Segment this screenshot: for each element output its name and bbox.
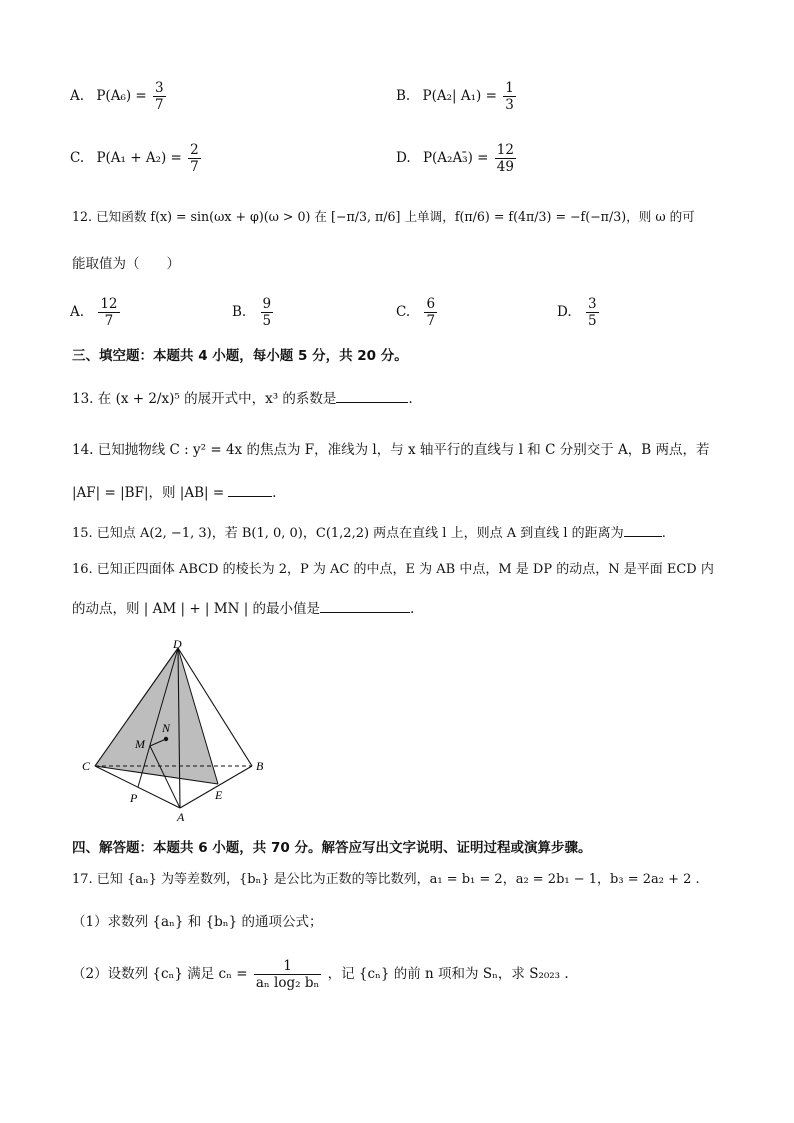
option-expression: P(A₁ + A₂) =	[96, 150, 182, 166]
numerator: 2	[190, 142, 199, 158]
q17-part-2	[72, 958, 569, 991]
section-4-heading: 四、解答题：本题共 6 小题，共 70 分。解答应写出文字说明、证明过程或演算步骤。	[72, 840, 592, 856]
q12-option-d	[557, 296, 601, 329]
label-e: E	[215, 788, 223, 802]
q12-option-c	[396, 296, 439, 329]
denominator: 7	[98, 312, 119, 329]
option-label: C.	[70, 150, 85, 166]
option-fraction	[586, 296, 599, 329]
q17-fraction	[254, 958, 321, 991]
option-fraction	[503, 80, 516, 113]
option-label: A.	[70, 304, 85, 320]
numerator: 12	[100, 296, 118, 312]
label-n: N	[162, 721, 171, 735]
option-fraction	[98, 296, 119, 329]
numerator: 3	[587, 296, 597, 312]
q12-stem-continued: 能取值为（ ）	[72, 256, 180, 272]
option-label: D.	[557, 304, 572, 320]
q11-option-d	[396, 142, 518, 175]
q16-line-1: 16. 已知正四面体 ABCD 的棱长为 2，P 为 AC 的中点，E 为 AB 中点，M 是 DP 的动点，N 是平面 ECD 内	[72, 562, 714, 577]
numerator: 6	[426, 296, 436, 312]
tetrahedron-figure	[80, 636, 280, 824]
option-fraction	[153, 80, 166, 113]
denominator: 3	[505, 97, 514, 113]
answer-blank	[336, 388, 408, 403]
label-a: A	[177, 810, 185, 824]
q15-text: 15. 已知点 A(2, −1, 3)，若 B(1, 0, 0)，C(1,2,2) 两点在直线 l 上，则点 A 到直线 l 的距离为	[72, 526, 624, 541]
answer-blank	[228, 482, 272, 497]
q13-suffix: 的展开式中，x³ 的系数是	[184, 391, 337, 407]
q16-line-2-prefix: 的动点，则 | AM | + | MN | 的最小值是	[72, 601, 321, 617]
q11-option-a	[70, 80, 168, 113]
option-fraction	[495, 142, 516, 175]
section-3-heading: 三、填空题：本题共 4 小题，每小题 5 分，共 20 分。	[72, 348, 408, 364]
q17-part-2-prefix: （2）设数列 {cₙ} 满足 cₙ =	[72, 966, 248, 982]
label-m: M	[135, 737, 145, 751]
numerator: 1	[283, 958, 292, 974]
numerator: 9	[262, 296, 272, 312]
option-label: C.	[396, 304, 411, 320]
q13	[72, 388, 413, 409]
denominator: 5	[587, 313, 597, 329]
answer-blank	[320, 598, 410, 613]
denominator: 7	[426, 313, 436, 329]
q17-part-1: （1）求数列 {aₙ} 和 {bₙ} 的通项公式；	[72, 914, 323, 930]
q11-option-c	[70, 142, 203, 175]
numerator: 12	[496, 142, 514, 158]
q14-line-1: 14. 已知抛物线 C : y² = 4x 的焦点为 F，准线为 l，与 x 轴平行的直线与 l 和 C 分别交于 A，B 两点，若	[72, 442, 710, 458]
option-label: D.	[396, 150, 411, 166]
option-expression: P(A₂A₃̄) =	[422, 150, 489, 166]
q15	[72, 522, 666, 544]
denominator: 49	[496, 159, 514, 175]
denominator: 5	[262, 313, 272, 329]
q14-end: .	[272, 485, 277, 501]
label-d: D	[173, 637, 182, 651]
label-b: B	[256, 759, 264, 773]
option-fraction	[188, 142, 201, 175]
option-label: A.	[70, 88, 85, 104]
label-c: C	[82, 759, 91, 773]
q14-line-2-prefix: |AF| = |BF|，则 |AB| =	[72, 485, 225, 501]
q13-end: .	[408, 391, 413, 407]
option-expression: P(A₂| A₁) =	[422, 88, 497, 104]
q12-option-b	[232, 296, 275, 329]
q16-end: .	[410, 601, 415, 617]
q13-expression: (x + 2/x)⁵	[115, 391, 180, 407]
q11-option-b	[396, 80, 518, 113]
option-fraction	[261, 296, 274, 329]
numerator: 1	[505, 80, 514, 96]
q12-stem: 12. 已知函数 f(x) = sin(ωx + φ)(ω > 0) 在 [−π/3, π/6] 上单调，f(π/6) = f(4π/3) = −f(−π/3)，则 ω 的可	[72, 209, 695, 224]
shaded-plane-ecd	[95, 648, 218, 784]
denominator: 7	[155, 97, 164, 113]
numerator: 3	[155, 80, 164, 96]
label-p: P	[130, 791, 138, 805]
q16-line-2	[72, 598, 414, 619]
q15-end: .	[661, 526, 666, 541]
q17-stem: 17. 已知 {aₙ} 为等差数列，{bₙ} 是公比为正数的等比数列，a₁ = b₁ = 2，a₂ = 2b₁ − 1，b₃ = 2a₂ + 2 .	[72, 872, 700, 887]
q17-part-2-suffix: ，记 {cₙ} 的前 n 项和为 Sₙ，求 S₂₀₂₃ .	[327, 966, 569, 982]
option-expression: P(A₆) =	[96, 88, 147, 104]
denominator: 7	[190, 159, 199, 175]
option-fraction	[424, 296, 437, 329]
q13-prefix: 13. 在	[72, 391, 112, 407]
denominator: aₙ log₂ bₙ	[255, 975, 320, 991]
option-label: B.	[232, 304, 247, 320]
q12-option-a	[70, 296, 122, 329]
answer-blank	[624, 522, 662, 537]
point-n	[164, 737, 168, 741]
option-label: B.	[396, 88, 411, 104]
q14-line-2	[72, 482, 276, 503]
